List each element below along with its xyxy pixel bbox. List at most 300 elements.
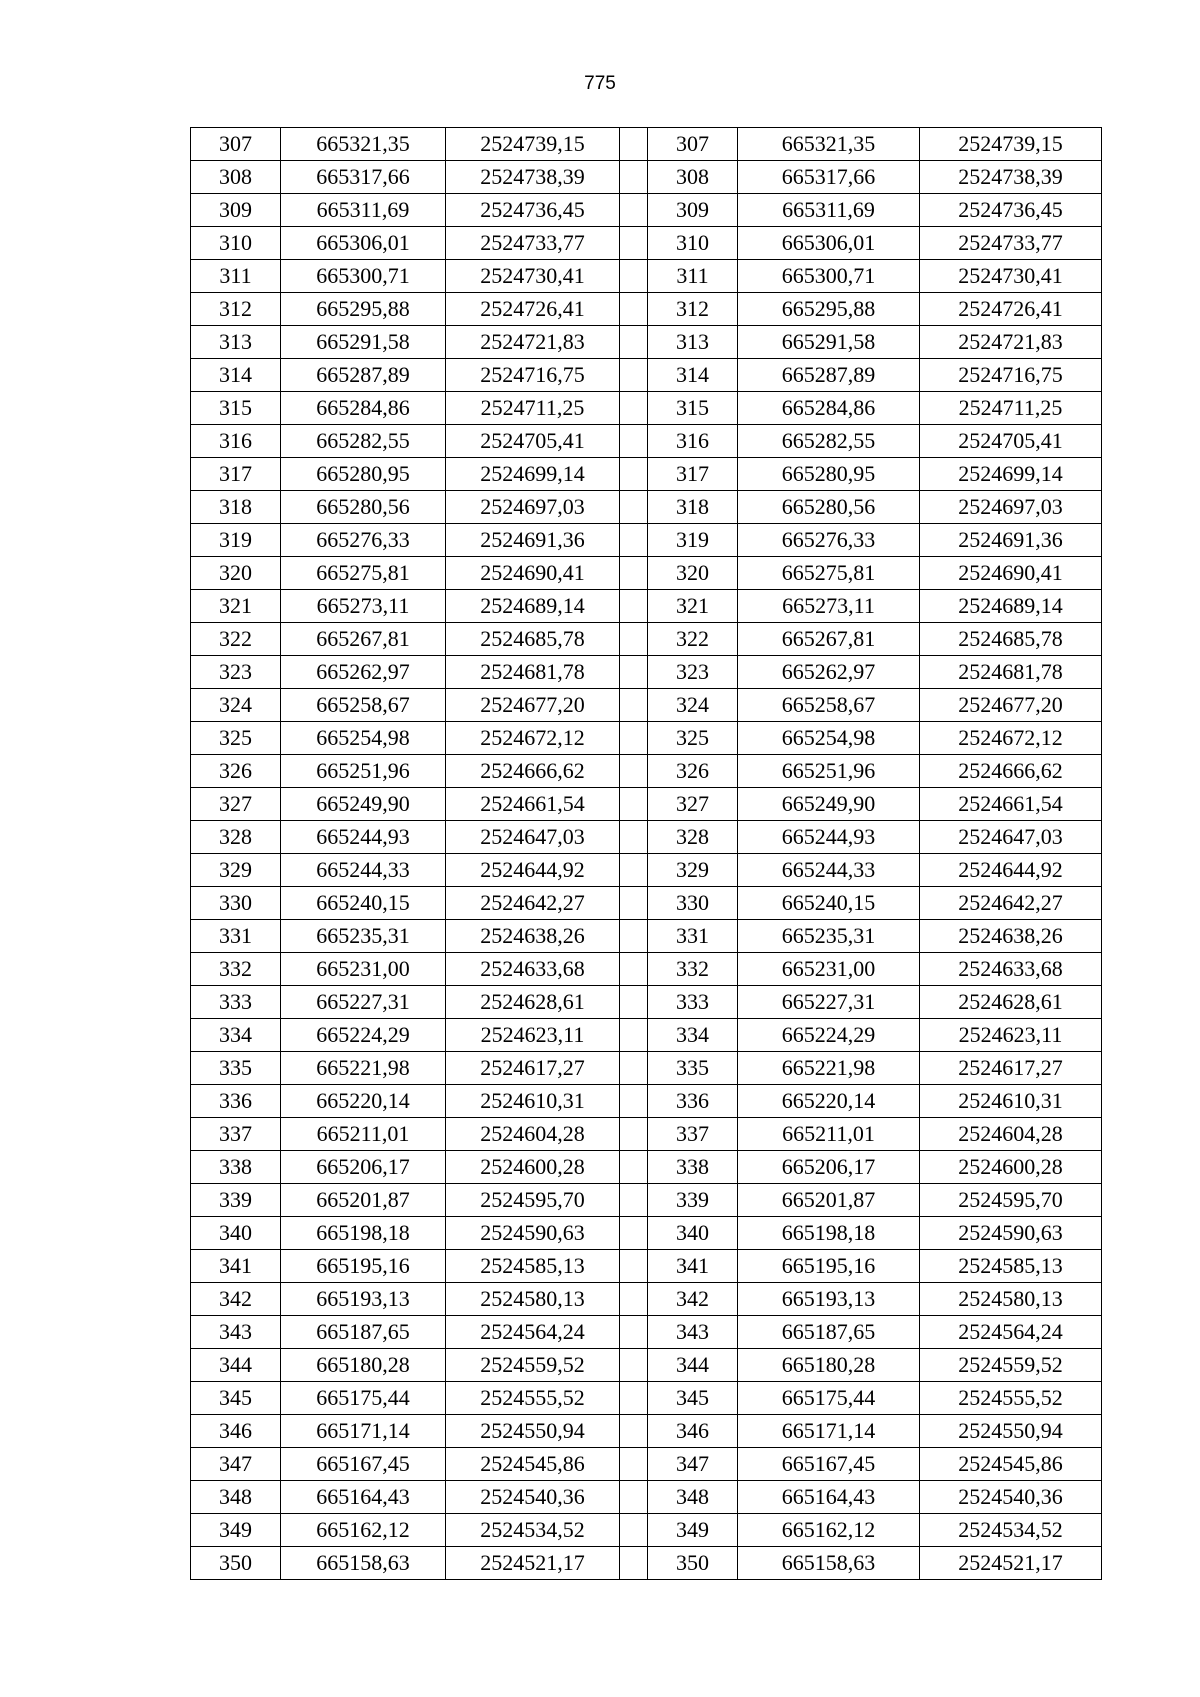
x-coordinate-cell: 665306,01 bbox=[738, 227, 920, 260]
table-row bbox=[191, 1250, 1102, 1283]
table-row bbox=[191, 1217, 1102, 1250]
point-number-cell: 334 bbox=[648, 1019, 738, 1052]
x-coordinate-cell: 665158,63 bbox=[738, 1547, 920, 1580]
point-number-cell: 341 bbox=[648, 1250, 738, 1283]
y-coordinate-cell: 2524733,77 bbox=[920, 227, 1102, 260]
y-coordinate-cell: 2524647,03 bbox=[446, 821, 620, 854]
point-number-cell: 342 bbox=[191, 1283, 281, 1316]
table-row bbox=[191, 656, 1102, 689]
y-coordinate-cell: 2524711,25 bbox=[446, 392, 620, 425]
x-coordinate-cell: 665167,45 bbox=[738, 1448, 920, 1481]
table-row bbox=[191, 887, 1102, 920]
point-number-cell: 330 bbox=[648, 887, 738, 920]
point-number-cell: 332 bbox=[648, 953, 738, 986]
x-coordinate-cell: 665244,93 bbox=[738, 821, 920, 854]
point-number-cell: 343 bbox=[648, 1316, 738, 1349]
point-number-cell: 334 bbox=[191, 1019, 281, 1052]
y-coordinate-cell: 2524681,78 bbox=[920, 656, 1102, 689]
table-row bbox=[191, 1085, 1102, 1118]
point-number-cell: 350 bbox=[648, 1547, 738, 1580]
table-row bbox=[191, 260, 1102, 293]
y-coordinate-cell: 2524672,12 bbox=[446, 722, 620, 755]
y-coordinate-cell: 2524555,52 bbox=[446, 1382, 620, 1415]
x-coordinate-cell: 665224,29 bbox=[738, 1019, 920, 1052]
point-number-cell: 312 bbox=[648, 293, 738, 326]
x-coordinate-cell: 665276,33 bbox=[281, 524, 446, 557]
x-coordinate-cell: 665224,29 bbox=[281, 1019, 446, 1052]
y-coordinate-cell: 2524590,63 bbox=[446, 1217, 620, 1250]
spacer-cell bbox=[620, 821, 648, 854]
table-row bbox=[191, 1151, 1102, 1184]
point-number-cell: 340 bbox=[648, 1217, 738, 1250]
spacer-cell bbox=[620, 920, 648, 953]
x-coordinate-cell: 665227,31 bbox=[281, 986, 446, 1019]
y-coordinate-cell: 2524555,52 bbox=[920, 1382, 1102, 1415]
table-row bbox=[191, 755, 1102, 788]
table-row bbox=[191, 1184, 1102, 1217]
table-row bbox=[191, 392, 1102, 425]
spacer-cell bbox=[620, 524, 648, 557]
point-number-cell: 328 bbox=[648, 821, 738, 854]
y-coordinate-cell: 2524610,31 bbox=[920, 1085, 1102, 1118]
point-number-cell: 325 bbox=[648, 722, 738, 755]
point-number-cell: 323 bbox=[191, 656, 281, 689]
point-number-cell: 314 bbox=[648, 359, 738, 392]
y-coordinate-cell: 2524721,83 bbox=[920, 326, 1102, 359]
table-row bbox=[191, 458, 1102, 491]
x-coordinate-cell: 665273,11 bbox=[738, 590, 920, 623]
spacer-cell bbox=[620, 1349, 648, 1382]
point-number-cell: 307 bbox=[191, 128, 281, 161]
x-coordinate-cell: 665306,01 bbox=[281, 227, 446, 260]
y-coordinate-cell: 2524564,24 bbox=[920, 1316, 1102, 1349]
point-number-cell: 346 bbox=[191, 1415, 281, 1448]
y-coordinate-cell: 2524661,54 bbox=[920, 788, 1102, 821]
spacer-cell bbox=[620, 1118, 648, 1151]
x-coordinate-cell: 665284,86 bbox=[281, 392, 446, 425]
y-coordinate-cell: 2524600,28 bbox=[920, 1151, 1102, 1184]
y-coordinate-cell: 2524545,86 bbox=[446, 1448, 620, 1481]
point-number-cell: 333 bbox=[191, 986, 281, 1019]
y-coordinate-cell: 2524705,41 bbox=[920, 425, 1102, 458]
point-number-cell: 343 bbox=[191, 1316, 281, 1349]
y-coordinate-cell: 2524617,27 bbox=[920, 1052, 1102, 1085]
point-number-cell: 320 bbox=[191, 557, 281, 590]
point-number-cell: 315 bbox=[191, 392, 281, 425]
spacer-cell bbox=[620, 458, 648, 491]
point-number-cell: 325 bbox=[191, 722, 281, 755]
x-coordinate-cell: 665275,81 bbox=[281, 557, 446, 590]
point-number-cell: 319 bbox=[648, 524, 738, 557]
point-number-cell: 348 bbox=[648, 1481, 738, 1514]
point-number-cell: 339 bbox=[648, 1184, 738, 1217]
x-coordinate-cell: 665254,98 bbox=[738, 722, 920, 755]
point-number-cell: 311 bbox=[648, 260, 738, 293]
x-coordinate-cell: 665198,18 bbox=[281, 1217, 446, 1250]
y-coordinate-cell: 2524689,14 bbox=[446, 590, 620, 623]
table-row bbox=[191, 1547, 1102, 1580]
y-coordinate-cell: 2524691,36 bbox=[920, 524, 1102, 557]
table-row bbox=[191, 491, 1102, 524]
spacer-cell bbox=[620, 755, 648, 788]
point-number-cell: 321 bbox=[648, 590, 738, 623]
point-number-cell: 323 bbox=[648, 656, 738, 689]
spacer-cell bbox=[620, 722, 648, 755]
y-coordinate-cell: 2524633,68 bbox=[920, 953, 1102, 986]
y-coordinate-cell: 2524661,54 bbox=[446, 788, 620, 821]
point-number-cell: 329 bbox=[191, 854, 281, 887]
x-coordinate-cell: 665195,16 bbox=[738, 1250, 920, 1283]
table-row bbox=[191, 359, 1102, 392]
y-coordinate-cell: 2524628,61 bbox=[920, 986, 1102, 1019]
point-number-cell: 329 bbox=[648, 854, 738, 887]
x-coordinate-cell: 665206,17 bbox=[738, 1151, 920, 1184]
point-number-cell: 317 bbox=[191, 458, 281, 491]
spacer-cell bbox=[620, 1547, 648, 1580]
point-number-cell: 310 bbox=[191, 227, 281, 260]
x-coordinate-cell: 665311,69 bbox=[738, 194, 920, 227]
table-row bbox=[191, 293, 1102, 326]
table-row bbox=[191, 986, 1102, 1019]
x-coordinate-cell: 665280,95 bbox=[738, 458, 920, 491]
table-row bbox=[191, 326, 1102, 359]
point-number-cell: 345 bbox=[191, 1382, 281, 1415]
coordinates-table bbox=[190, 127, 1102, 1580]
y-coordinate-cell: 2524610,31 bbox=[446, 1085, 620, 1118]
y-coordinate-cell: 2524644,92 bbox=[446, 854, 620, 887]
point-number-cell: 324 bbox=[648, 689, 738, 722]
x-coordinate-cell: 665244,33 bbox=[281, 854, 446, 887]
x-coordinate-cell: 665300,71 bbox=[738, 260, 920, 293]
spacer-cell bbox=[620, 1481, 648, 1514]
x-coordinate-cell: 665280,56 bbox=[738, 491, 920, 524]
y-coordinate-cell: 2524623,11 bbox=[446, 1019, 620, 1052]
y-coordinate-cell: 2524677,20 bbox=[446, 689, 620, 722]
x-coordinate-cell: 665193,13 bbox=[281, 1283, 446, 1316]
point-number-cell: 350 bbox=[191, 1547, 281, 1580]
point-number-cell: 337 bbox=[648, 1118, 738, 1151]
y-coordinate-cell: 2524730,41 bbox=[920, 260, 1102, 293]
y-coordinate-cell: 2524559,52 bbox=[920, 1349, 1102, 1382]
y-coordinate-cell: 2524685,78 bbox=[446, 623, 620, 656]
x-coordinate-cell: 665254,98 bbox=[281, 722, 446, 755]
x-coordinate-cell: 665175,44 bbox=[281, 1382, 446, 1415]
y-coordinate-cell: 2524628,61 bbox=[446, 986, 620, 1019]
table-row bbox=[191, 1349, 1102, 1382]
point-number-cell: 340 bbox=[191, 1217, 281, 1250]
y-coordinate-cell: 2524564,24 bbox=[446, 1316, 620, 1349]
point-number-cell: 312 bbox=[191, 293, 281, 326]
point-number-cell: 330 bbox=[191, 887, 281, 920]
table-row bbox=[191, 953, 1102, 986]
spacer-cell bbox=[620, 689, 648, 722]
x-coordinate-cell: 665251,96 bbox=[281, 755, 446, 788]
y-coordinate-cell: 2524585,13 bbox=[446, 1250, 620, 1283]
y-coordinate-cell: 2524600,28 bbox=[446, 1151, 620, 1184]
y-coordinate-cell: 2524559,52 bbox=[446, 1349, 620, 1382]
point-number-cell: 326 bbox=[191, 755, 281, 788]
point-number-cell: 338 bbox=[648, 1151, 738, 1184]
y-coordinate-cell: 2524550,94 bbox=[920, 1415, 1102, 1448]
y-coordinate-cell: 2524733,77 bbox=[446, 227, 620, 260]
point-number-cell: 309 bbox=[191, 194, 281, 227]
table-row bbox=[191, 1382, 1102, 1415]
point-number-cell: 331 bbox=[191, 920, 281, 953]
x-coordinate-cell: 665193,13 bbox=[738, 1283, 920, 1316]
point-number-cell: 331 bbox=[648, 920, 738, 953]
y-coordinate-cell: 2524585,13 bbox=[920, 1250, 1102, 1283]
spacer-cell bbox=[620, 623, 648, 656]
y-coordinate-cell: 2524623,11 bbox=[920, 1019, 1102, 1052]
spacer-cell bbox=[620, 1316, 648, 1349]
x-coordinate-cell: 665206,17 bbox=[281, 1151, 446, 1184]
y-coordinate-cell: 2524738,39 bbox=[446, 161, 620, 194]
y-coordinate-cell: 2524580,13 bbox=[446, 1283, 620, 1316]
point-number-cell: 333 bbox=[648, 986, 738, 1019]
spacer-cell bbox=[620, 1085, 648, 1118]
y-coordinate-cell: 2524681,78 bbox=[446, 656, 620, 689]
point-number-cell: 309 bbox=[648, 194, 738, 227]
point-number-cell: 336 bbox=[648, 1085, 738, 1118]
table-row bbox=[191, 689, 1102, 722]
x-coordinate-cell: 665227,31 bbox=[738, 986, 920, 1019]
x-coordinate-cell: 665171,14 bbox=[281, 1415, 446, 1448]
y-coordinate-cell: 2524633,68 bbox=[446, 953, 620, 986]
spacer-cell bbox=[620, 293, 648, 326]
x-coordinate-cell: 665291,58 bbox=[281, 326, 446, 359]
y-coordinate-cell: 2524690,41 bbox=[446, 557, 620, 590]
table-row bbox=[191, 1283, 1102, 1316]
y-coordinate-cell: 2524726,41 bbox=[920, 293, 1102, 326]
x-coordinate-cell: 665280,95 bbox=[281, 458, 446, 491]
spacer-cell bbox=[620, 227, 648, 260]
y-coordinate-cell: 2524521,17 bbox=[920, 1547, 1102, 1580]
point-number-cell: 335 bbox=[648, 1052, 738, 1085]
point-number-cell: 318 bbox=[191, 491, 281, 524]
x-coordinate-cell: 665180,28 bbox=[281, 1349, 446, 1382]
point-number-cell: 338 bbox=[191, 1151, 281, 1184]
spacer-cell bbox=[620, 1217, 648, 1250]
spacer-cell bbox=[620, 887, 648, 920]
y-coordinate-cell: 2524638,26 bbox=[920, 920, 1102, 953]
point-number-cell: 310 bbox=[648, 227, 738, 260]
spacer-cell bbox=[620, 854, 648, 887]
point-number-cell: 316 bbox=[191, 425, 281, 458]
x-coordinate-cell: 665276,33 bbox=[738, 524, 920, 557]
table-row bbox=[191, 557, 1102, 590]
y-coordinate-cell: 2524580,13 bbox=[920, 1283, 1102, 1316]
x-coordinate-cell: 665275,81 bbox=[738, 557, 920, 590]
y-coordinate-cell: 2524677,20 bbox=[920, 689, 1102, 722]
x-coordinate-cell: 665240,15 bbox=[738, 887, 920, 920]
x-coordinate-cell: 665300,71 bbox=[281, 260, 446, 293]
x-coordinate-cell: 665262,97 bbox=[281, 656, 446, 689]
point-number-cell: 347 bbox=[648, 1448, 738, 1481]
table-row bbox=[191, 821, 1102, 854]
x-coordinate-cell: 665262,97 bbox=[738, 656, 920, 689]
x-coordinate-cell: 665211,01 bbox=[281, 1118, 446, 1151]
point-number-cell: 322 bbox=[191, 623, 281, 656]
table-row bbox=[191, 425, 1102, 458]
y-coordinate-cell: 2524697,03 bbox=[446, 491, 620, 524]
y-coordinate-cell: 2524617,27 bbox=[446, 1052, 620, 1085]
y-coordinate-cell: 2524545,86 bbox=[920, 1448, 1102, 1481]
x-coordinate-cell: 665311,69 bbox=[281, 194, 446, 227]
point-number-cell: 337 bbox=[191, 1118, 281, 1151]
spacer-cell bbox=[620, 1151, 648, 1184]
y-coordinate-cell: 2524685,78 bbox=[920, 623, 1102, 656]
x-coordinate-cell: 665282,55 bbox=[738, 425, 920, 458]
spacer-cell bbox=[620, 1052, 648, 1085]
y-coordinate-cell: 2524595,70 bbox=[920, 1184, 1102, 1217]
y-coordinate-cell: 2524726,41 bbox=[446, 293, 620, 326]
x-coordinate-cell: 665267,81 bbox=[738, 623, 920, 656]
y-coordinate-cell: 2524711,25 bbox=[920, 392, 1102, 425]
x-coordinate-cell: 665171,14 bbox=[738, 1415, 920, 1448]
x-coordinate-cell: 665201,87 bbox=[738, 1184, 920, 1217]
point-number-cell: 328 bbox=[191, 821, 281, 854]
table-row bbox=[191, 1481, 1102, 1514]
x-coordinate-cell: 665244,93 bbox=[281, 821, 446, 854]
y-coordinate-cell: 2524716,75 bbox=[920, 359, 1102, 392]
point-number-cell: 324 bbox=[191, 689, 281, 722]
y-coordinate-cell: 2524716,75 bbox=[446, 359, 620, 392]
x-coordinate-cell: 665220,14 bbox=[281, 1085, 446, 1118]
table-row bbox=[191, 1514, 1102, 1547]
point-number-cell: 307 bbox=[648, 128, 738, 161]
x-coordinate-cell: 665187,65 bbox=[738, 1316, 920, 1349]
point-number-cell: 322 bbox=[648, 623, 738, 656]
spacer-cell bbox=[620, 1019, 648, 1052]
y-coordinate-cell: 2524736,45 bbox=[446, 194, 620, 227]
point-number-cell: 315 bbox=[648, 392, 738, 425]
x-coordinate-cell: 665235,31 bbox=[738, 920, 920, 953]
y-coordinate-cell: 2524736,45 bbox=[920, 194, 1102, 227]
table-row bbox=[191, 590, 1102, 623]
spacer-cell bbox=[620, 656, 648, 689]
x-coordinate-cell: 665267,81 bbox=[281, 623, 446, 656]
y-coordinate-cell: 2524595,70 bbox=[446, 1184, 620, 1217]
x-coordinate-cell: 665158,63 bbox=[281, 1547, 446, 1580]
x-coordinate-cell: 665220,14 bbox=[738, 1085, 920, 1118]
x-coordinate-cell: 665295,88 bbox=[281, 293, 446, 326]
x-coordinate-cell: 665231,00 bbox=[738, 953, 920, 986]
table-row bbox=[191, 194, 1102, 227]
x-coordinate-cell: 665162,12 bbox=[738, 1514, 920, 1547]
x-coordinate-cell: 665287,89 bbox=[738, 359, 920, 392]
spacer-cell bbox=[620, 788, 648, 821]
y-coordinate-cell: 2524666,62 bbox=[920, 755, 1102, 788]
point-number-cell: 327 bbox=[648, 788, 738, 821]
y-coordinate-cell: 2524540,36 bbox=[920, 1481, 1102, 1514]
point-number-cell: 349 bbox=[191, 1514, 281, 1547]
point-number-cell: 339 bbox=[191, 1184, 281, 1217]
y-coordinate-cell: 2524690,41 bbox=[920, 557, 1102, 590]
table-body bbox=[191, 128, 1102, 1580]
spacer-cell bbox=[620, 590, 648, 623]
x-coordinate-cell: 665187,65 bbox=[281, 1316, 446, 1349]
x-coordinate-cell: 665258,67 bbox=[738, 689, 920, 722]
x-coordinate-cell: 665235,31 bbox=[281, 920, 446, 953]
point-number-cell: 327 bbox=[191, 788, 281, 821]
point-number-cell: 320 bbox=[648, 557, 738, 590]
spacer-cell bbox=[620, 953, 648, 986]
x-coordinate-cell: 665284,86 bbox=[738, 392, 920, 425]
spacer-cell bbox=[620, 1283, 648, 1316]
y-coordinate-cell: 2524672,12 bbox=[920, 722, 1102, 755]
spacer-cell bbox=[620, 1448, 648, 1481]
x-coordinate-cell: 665175,44 bbox=[738, 1382, 920, 1415]
x-coordinate-cell: 665317,66 bbox=[738, 161, 920, 194]
point-number-cell: 332 bbox=[191, 953, 281, 986]
y-coordinate-cell: 2524540,36 bbox=[446, 1481, 620, 1514]
y-coordinate-cell: 2524550,94 bbox=[446, 1415, 620, 1448]
x-coordinate-cell: 665180,28 bbox=[738, 1349, 920, 1382]
y-coordinate-cell: 2524705,41 bbox=[446, 425, 620, 458]
spacer-cell bbox=[620, 1250, 648, 1283]
y-coordinate-cell: 2524738,39 bbox=[920, 161, 1102, 194]
point-number-cell: 308 bbox=[191, 161, 281, 194]
y-coordinate-cell: 2524644,92 bbox=[920, 854, 1102, 887]
point-number-cell: 326 bbox=[648, 755, 738, 788]
x-coordinate-cell: 665249,90 bbox=[738, 788, 920, 821]
table-row bbox=[191, 161, 1102, 194]
y-coordinate-cell: 2524730,41 bbox=[446, 260, 620, 293]
y-coordinate-cell: 2524689,14 bbox=[920, 590, 1102, 623]
x-coordinate-cell: 665221,98 bbox=[281, 1052, 446, 1085]
point-number-cell: 344 bbox=[191, 1349, 281, 1382]
point-number-cell: 317 bbox=[648, 458, 738, 491]
x-coordinate-cell: 665167,45 bbox=[281, 1448, 446, 1481]
point-number-cell: 313 bbox=[648, 326, 738, 359]
table-row bbox=[191, 1415, 1102, 1448]
y-coordinate-cell: 2524699,14 bbox=[446, 458, 620, 491]
x-coordinate-cell: 665280,56 bbox=[281, 491, 446, 524]
y-coordinate-cell: 2524642,27 bbox=[920, 887, 1102, 920]
x-coordinate-cell: 665164,43 bbox=[281, 1481, 446, 1514]
spacer-cell bbox=[620, 1514, 648, 1547]
y-coordinate-cell: 2524590,63 bbox=[920, 1217, 1102, 1250]
point-number-cell: 316 bbox=[648, 425, 738, 458]
table-row bbox=[191, 524, 1102, 557]
table-row bbox=[191, 128, 1102, 161]
y-coordinate-cell: 2524699,14 bbox=[920, 458, 1102, 491]
spacer-cell bbox=[620, 1382, 648, 1415]
table-row bbox=[191, 1019, 1102, 1052]
x-coordinate-cell: 665240,15 bbox=[281, 887, 446, 920]
x-coordinate-cell: 665273,11 bbox=[281, 590, 446, 623]
point-number-cell: 346 bbox=[648, 1415, 738, 1448]
table-row bbox=[191, 854, 1102, 887]
y-coordinate-cell: 2524642,27 bbox=[446, 887, 620, 920]
point-number-cell: 348 bbox=[191, 1481, 281, 1514]
table-row bbox=[191, 722, 1102, 755]
table-row bbox=[191, 1118, 1102, 1151]
spacer-cell bbox=[620, 392, 648, 425]
y-coordinate-cell: 2524534,52 bbox=[446, 1514, 620, 1547]
table-row bbox=[191, 920, 1102, 953]
spacer-cell bbox=[620, 194, 648, 227]
spacer-cell bbox=[620, 128, 648, 161]
x-coordinate-cell: 665295,88 bbox=[738, 293, 920, 326]
x-coordinate-cell: 665198,18 bbox=[738, 1217, 920, 1250]
spacer-cell bbox=[620, 491, 648, 524]
x-coordinate-cell: 665201,87 bbox=[281, 1184, 446, 1217]
y-coordinate-cell: 2524647,03 bbox=[920, 821, 1102, 854]
x-coordinate-cell: 665321,35 bbox=[738, 128, 920, 161]
spacer-cell bbox=[620, 326, 648, 359]
spacer-cell bbox=[620, 1415, 648, 1448]
